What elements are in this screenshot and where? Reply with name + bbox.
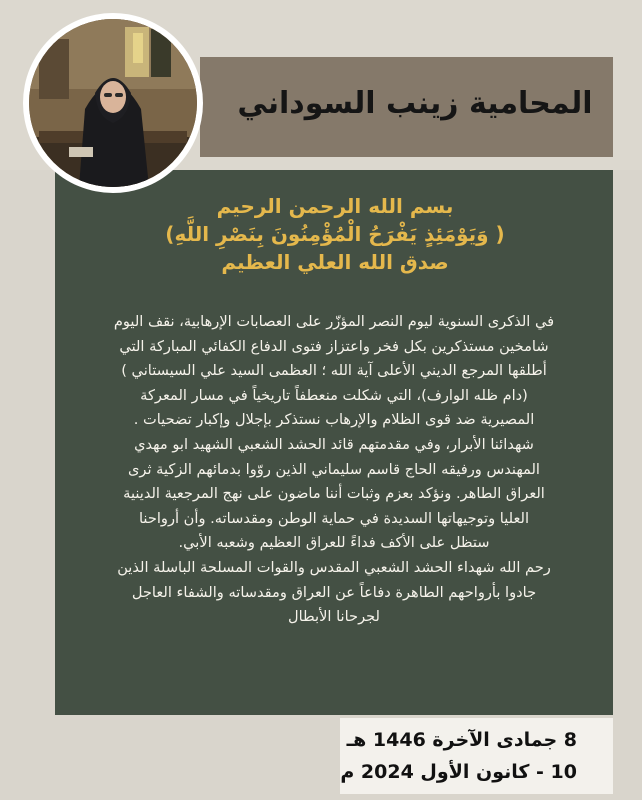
basmala-block: [115, 192, 555, 276]
date-box: [340, 718, 613, 794]
body-line: جادوا بأرواحهم الطاهرة دفاعاً عن العراق ومقدساته والشفاء العاجل: [131, 583, 537, 601]
body-line: ستظل على الأكف فداءً للعراق العظيم وشعبه الأبي.: [178, 534, 490, 552]
body-line: في الذكرى السنوية ليوم النصر المؤزّر على العصابات الإرهابية، نقف اليوم: [113, 313, 555, 330]
body-line: لجرحانا الأبطال: [288, 608, 380, 626]
gregorian-date: 10 - كانون الأول 2024 م: [340, 761, 577, 783]
lawyer-name: المحامية زينب السوداني: [237, 86, 593, 121]
body-line: شامخين مستذكرين بكل فخر واعتزاز فتوى الدفاع الكفائي المباركة التي: [119, 337, 549, 355]
body-line: المهندس ورفيقه الحاج قاسم سليماني الذين روّوا بدمائهم الزكية ثرى: [128, 460, 540, 478]
portrait-illustration: [29, 19, 197, 187]
quran-verse: ( وَيَوْمَئِذٍ يَفْرَحُ الْمُؤْمِنُونَ بِنَصْرِ اللَّهِ): [165, 222, 505, 246]
body-line: المصيرية ضد قوى الظلام والإرهاب نستذكر بإجلال وإكبار تضحيات .: [133, 411, 535, 429]
body-line: رحم الله شهداء الحشد الشعبي المقدس والقوات المسلحة الباسلة الذين: [117, 558, 551, 576]
profile-photo: [29, 19, 197, 187]
body-line: شهدائنا الأبرار، وفي مقدمتهم قائد الحشد الشعبي الشهيد ابو مهدي: [134, 435, 534, 453]
basmala-line: بسم الله الرحمن الرحيم: [216, 194, 454, 218]
body-line: العليا وتوجيهاتها السديدة في حماية الوطن ومقدساته. وأن أرواحنا: [138, 509, 530, 527]
hijri-date: 8 جمادى الآخرة 1446 هـ: [346, 729, 577, 751]
body-line: أطلقها المرجع الديني الأعلى آية الله ؛ العظمى السيد علي السيستاني ): [121, 362, 547, 380]
sadaqa-line: صدق الله العلي العظيم: [221, 250, 449, 274]
body-line: (دام ظله الوارف)، التي شكلت منعطفاً تاريخياً في مسار المعركة: [140, 386, 528, 404]
message-content: [55, 170, 613, 715]
body-line: العراق الطاهر. ونؤكد بعزم وثبات أننا ماضون على نهج المرجعية الدينية: [123, 485, 545, 503]
profile-photo-frame: [23, 13, 203, 193]
message-panel: [55, 170, 613, 715]
message-body: [73, 310, 595, 630]
